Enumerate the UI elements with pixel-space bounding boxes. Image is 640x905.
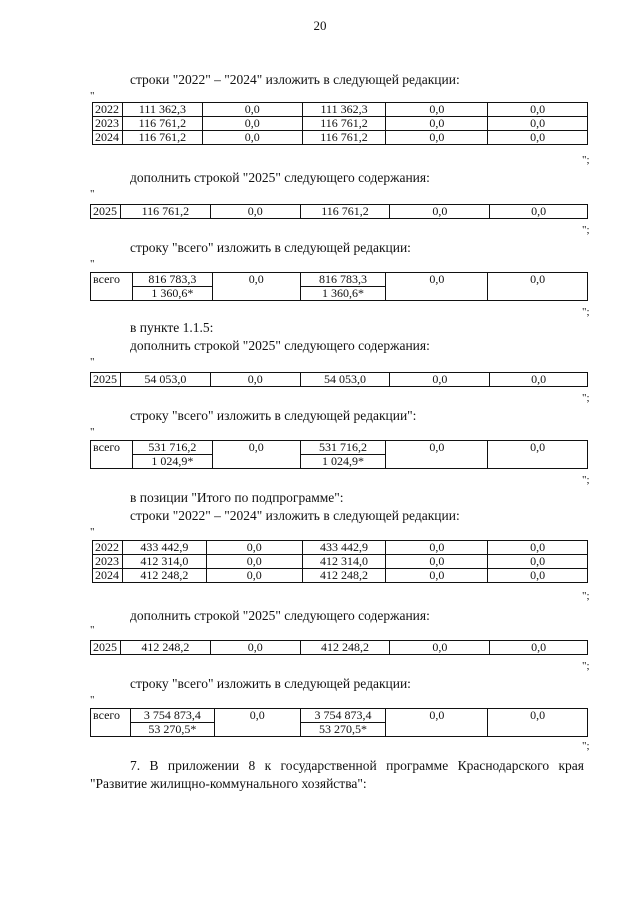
value-cell: 0,0 <box>386 569 488 583</box>
table-row <box>93 103 588 117</box>
close-quote: "; <box>582 224 590 236</box>
total-table <box>90 272 588 301</box>
open-quote: " <box>90 258 95 270</box>
value-cell: 412 314,0 <box>122 555 206 569</box>
value-cell: 0,0 <box>210 373 300 387</box>
table-row <box>93 131 588 145</box>
data-table <box>90 640 588 655</box>
open-quote: " <box>90 356 95 368</box>
value-cell: 0,0 <box>490 205 588 219</box>
instruction-text: строки "2022" – "2024" изложить в следующей редакции: <box>130 508 460 523</box>
table-row <box>93 541 588 555</box>
close-quote: "; <box>582 392 590 404</box>
value-cell: 0,0 <box>488 555 588 569</box>
instruction-text: строку "всего" изложить в следующей редакции: <box>130 676 411 691</box>
value-cell: 531 716,2 <box>132 441 212 455</box>
value-cell: 433 442,9 <box>302 541 386 555</box>
value-cell: 0,0 <box>390 373 490 387</box>
value-cell: 0,0 <box>212 273 300 301</box>
page-number: 20 <box>313 18 327 33</box>
close-quote: "; <box>582 474 590 486</box>
value-cell: 412 314,0 <box>302 555 386 569</box>
value-cell: 0,0 <box>386 131 488 145</box>
close-quote: "; <box>582 660 590 672</box>
year-cell: 2025 <box>91 205 121 219</box>
value-cell: 412 248,2 <box>302 569 386 583</box>
total-table <box>90 440 588 469</box>
value-cell: 0,0 <box>390 641 490 655</box>
paragraph-7-line1: 7. В приложении 8 к государственной программе Краснодарского края <box>130 758 584 773</box>
instruction-text: строку "всего" изложить в следующей редакции: <box>130 240 411 255</box>
paragraph-7-line2: "Развитие жилищно-коммунального хозяйства": <box>90 776 367 791</box>
value-cell: 0,0 <box>390 205 490 219</box>
value-cell: 111 362,3 <box>302 103 386 117</box>
open-quote: " <box>90 526 95 538</box>
value-cell: 0,0 <box>488 541 588 555</box>
instruction-text: дополнить строкой "2025" следующего содержания: <box>130 170 430 185</box>
value-cell: 0,0 <box>490 641 588 655</box>
value-cell: 0,0 <box>490 373 588 387</box>
value-cell: 116 761,2 <box>300 205 390 219</box>
value-cell: 0,0 <box>206 541 302 555</box>
value-cell: 0,0 <box>488 709 588 737</box>
year-cell: 2024 <box>93 569 123 583</box>
value-cell: 116 761,2 <box>122 131 202 145</box>
value-cell: 0,0 <box>210 205 300 219</box>
open-quote: " <box>90 90 95 102</box>
instruction-text: в позиции "Итого по подпрограмме": <box>130 490 344 505</box>
value-cell: 0,0 <box>488 117 588 131</box>
year-cell: 2022 <box>93 103 123 117</box>
table-row <box>91 205 588 219</box>
instruction-text: дополнить строкой "2025" следующего содержания: <box>130 608 430 623</box>
value-cell: 0,0 <box>488 131 588 145</box>
value-cell: 54 053,0 <box>300 373 390 387</box>
close-quote: "; <box>582 306 590 318</box>
table-row <box>91 709 588 723</box>
value-cell: 0,0 <box>206 555 302 569</box>
value-cell: 116 761,2 <box>302 131 386 145</box>
year-cell: 2022 <box>93 541 123 555</box>
total-table <box>90 708 588 737</box>
value-cell: 816 783,3 <box>132 273 212 287</box>
value-cell: 0,0 <box>202 117 302 131</box>
data-table <box>90 204 588 219</box>
year-cell: 2023 <box>93 555 123 569</box>
footnote-value-cell: 1 360,6* <box>300 287 386 301</box>
value-cell: 0,0 <box>206 569 302 583</box>
footnote-value-cell: 1 024,9* <box>132 455 212 469</box>
value-cell: 3 754 873,4 <box>130 709 214 723</box>
value-cell: 412 248,2 <box>300 641 390 655</box>
value-cell: 111 362,3 <box>122 103 202 117</box>
value-cell: 116 761,2 <box>120 205 210 219</box>
value-cell: 531 716,2 <box>300 441 386 455</box>
table-row <box>93 569 588 583</box>
instruction-text: в пункте 1.1.5: <box>130 320 214 335</box>
value-cell: 0,0 <box>488 273 588 301</box>
open-quote: " <box>90 624 95 636</box>
year-cell: 2025 <box>91 641 121 655</box>
open-quote: " <box>90 426 95 438</box>
open-quote: " <box>90 188 95 200</box>
value-cell: 412 248,2 <box>120 641 210 655</box>
value-cell: 0,0 <box>386 103 488 117</box>
table-row <box>91 273 588 287</box>
value-cell: 0,0 <box>212 441 300 469</box>
value-cell: 0,0 <box>488 103 588 117</box>
table-row <box>93 555 588 569</box>
instruction-text: строки "2022" – "2024" изложить в следующей редакции: <box>130 72 460 87</box>
footnote-value-cell: 53 270,5* <box>130 723 214 737</box>
value-cell: 0,0 <box>488 441 588 469</box>
value-cell: 0,0 <box>202 103 302 117</box>
footnote-value-cell: 1 360,6* <box>132 287 212 301</box>
value-cell: 0,0 <box>386 441 488 469</box>
data-table <box>92 540 588 583</box>
close-quote: "; <box>582 590 590 602</box>
instruction-text: строку "всего" изложить в следующей редакции": <box>130 408 417 423</box>
value-cell: 116 761,2 <box>302 117 386 131</box>
table-row <box>93 117 588 131</box>
open-quote: " <box>90 694 95 706</box>
value-cell: 0,0 <box>386 709 488 737</box>
value-cell: 0,0 <box>488 569 588 583</box>
value-cell: 0,0 <box>210 641 300 655</box>
value-cell: 433 442,9 <box>122 541 206 555</box>
table-row <box>91 441 588 455</box>
year-cell: 2025 <box>91 373 121 387</box>
close-quote: "; <box>582 740 590 752</box>
close-quote: "; <box>582 154 590 166</box>
value-cell: 0,0 <box>386 117 488 131</box>
total-label-cell: всего <box>91 441 133 469</box>
value-cell: 412 248,2 <box>122 569 206 583</box>
instruction-text: дополнить строкой "2025" следующего содержания: <box>130 338 430 353</box>
value-cell: 816 783,3 <box>300 273 386 287</box>
data-table <box>90 372 588 387</box>
footnote-value-cell: 1 024,9* <box>300 455 386 469</box>
value-cell: 0,0 <box>386 541 488 555</box>
year-cell: 2023 <box>93 117 123 131</box>
value-cell: 0,0 <box>386 273 488 301</box>
total-label-cell: всего <box>91 709 131 737</box>
data-table <box>92 102 588 145</box>
value-cell: 0,0 <box>214 709 300 737</box>
total-label-cell: всего <box>91 273 133 301</box>
footnote-value-cell: 53 270,5* <box>300 723 386 737</box>
value-cell: 116 761,2 <box>122 117 202 131</box>
value-cell: 0,0 <box>202 131 302 145</box>
value-cell: 3 754 873,4 <box>300 709 386 723</box>
table-row <box>91 373 588 387</box>
table-row <box>91 641 588 655</box>
value-cell: 54 053,0 <box>120 373 210 387</box>
year-cell: 2024 <box>93 131 123 145</box>
value-cell: 0,0 <box>386 555 488 569</box>
